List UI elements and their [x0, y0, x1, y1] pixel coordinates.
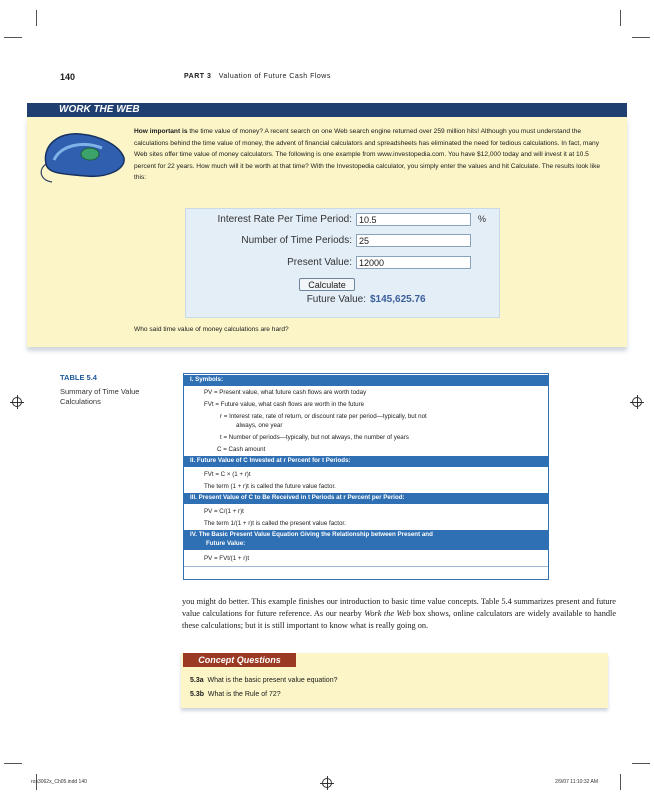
- crop-mark: [632, 37, 650, 38]
- periods-label: Number of Time Periods:: [241, 235, 352, 246]
- date-footer: 2/9/07 11:10:32 AM: [555, 779, 598, 785]
- section-basic-equation-line1: IV. The Basic Present Value Equation Giving the Relationship between Present and: [190, 531, 433, 538]
- section-symbols-header: I. Symbols:: [184, 375, 548, 386]
- periods-input[interactable]: 25: [356, 234, 471, 247]
- question-text: What is the basic present value equation?: [207, 677, 338, 684]
- part-title: Valuation of Future Cash Flows: [218, 73, 331, 80]
- question-text: What is the Rule of 72?: [207, 691, 281, 698]
- computer-mouse-icon: [40, 124, 130, 184]
- rate-label: Interest Rate Per Time Period:: [217, 214, 352, 225]
- concept-questions-title: Concept Questions: [183, 653, 296, 667]
- table-row: FVt = C × (1 + r)t: [204, 471, 251, 478]
- body-text-a: you might do better. This example finishes our introduction to basic time value concepts. Table 5.4 summarizes present and future value calculations for future reference. As our nearby: [182, 597, 616, 618]
- crop-mark: [4, 37, 22, 38]
- page-number: 140: [60, 72, 76, 82]
- question-number: 5.3a: [190, 677, 204, 684]
- table-row: FVt = Future value, what cash flows are worth in the future: [204, 401, 365, 408]
- rate-input[interactable]: 10.5: [356, 213, 471, 226]
- question-number: 5.3b: [190, 691, 205, 698]
- intro-bold: How important is: [134, 128, 188, 135]
- section-future-value-header: II. Future Value of C Invested at r Percent for t Periods:: [184, 456, 548, 467]
- crop-mark: [620, 774, 621, 790]
- work-the-web-title: WORK THE WEB: [27, 103, 627, 117]
- body-text-b: box shows, online calculators are widely available to handle these calculations; but it is still important to know what is really going on.: [182, 609, 617, 630]
- part-label: PART 3: [184, 73, 212, 80]
- table-row: PV = Present value, what future cash flows are worth today: [204, 389, 367, 396]
- future-value-result: $145,625.76: [370, 294, 426, 305]
- table-row: t = Number of periods—typically, but not always, the number of years: [220, 434, 409, 441]
- intro-text: the time value of money? A recent search on one Web search engine returned over 259 million hits! Although you must understand the calculations behind the time value of money, the advent of financial calculators and spreadsheets has eliminated the need for tedious calculations. In fact, many Web sites offer time value of money calculators. The following is one example from www.investopedia.com. You have $12,000 today and will invest it at 10.5 percent for 22 years. How much will it be worth at that time? With the Investopedia calculator, you simply enter the values and hit Calculate. The results look like this:: [134, 128, 601, 182]
- present-value-input[interactable]: 12000: [356, 256, 471, 269]
- work-the-web-footer: Who said time value of money calculations are hard?: [134, 326, 289, 333]
- future-value-label: Future Value:: [306, 294, 366, 305]
- registration-mark-icon: [12, 397, 22, 407]
- table-row: always, one year: [236, 422, 283, 429]
- crop-mark: [620, 10, 621, 26]
- section-present-value-header: III. Present Value of C to Be Received in t Periods at r Percent per Period:: [184, 493, 548, 504]
- table-row: C = Cash amount: [217, 446, 266, 453]
- registration-mark-icon: [322, 778, 332, 788]
- table-row: PV = FVt/(1 + r)t: [204, 555, 250, 562]
- registration-mark-icon: [632, 397, 642, 407]
- work-the-web-paragraph: [134, 126, 606, 184]
- present-value-label: Present Value:: [287, 257, 352, 268]
- rate-unit: %: [478, 214, 487, 224]
- table-title: TABLE 5.4: [60, 373, 97, 382]
- section-basic-equation-line2: Future Value:: [206, 540, 246, 547]
- file-footer: ros3062x_Ch05.indd 140: [31, 779, 87, 785]
- concept-question-2: [190, 691, 281, 698]
- table-row: The term (1 + r)t is called the future value factor.: [204, 483, 336, 490]
- table-caption: Summary of Time Value Calculations: [60, 387, 140, 406]
- crop-mark: [36, 10, 37, 26]
- table-divider: [184, 566, 548, 567]
- table-row: r = Interest rate, rate of return, or discount rate per period—typically, but not: [220, 413, 427, 420]
- running-header: [184, 73, 331, 80]
- crop-mark: [632, 763, 650, 764]
- body-text-italic: Work the Web: [364, 609, 411, 618]
- section-basic-equation-header: [184, 530, 548, 550]
- body-paragraph: [182, 596, 616, 632]
- table-row: The term 1/(1 + r)t is called the present value factor.: [204, 520, 346, 527]
- crop-mark: [4, 763, 22, 764]
- time-value-summary-table: [183, 373, 549, 580]
- calculate-button[interactable]: Calculate: [299, 278, 355, 291]
- concept-question-1: [190, 677, 337, 684]
- table-row: PV = C/(1 + r)t: [204, 508, 244, 515]
